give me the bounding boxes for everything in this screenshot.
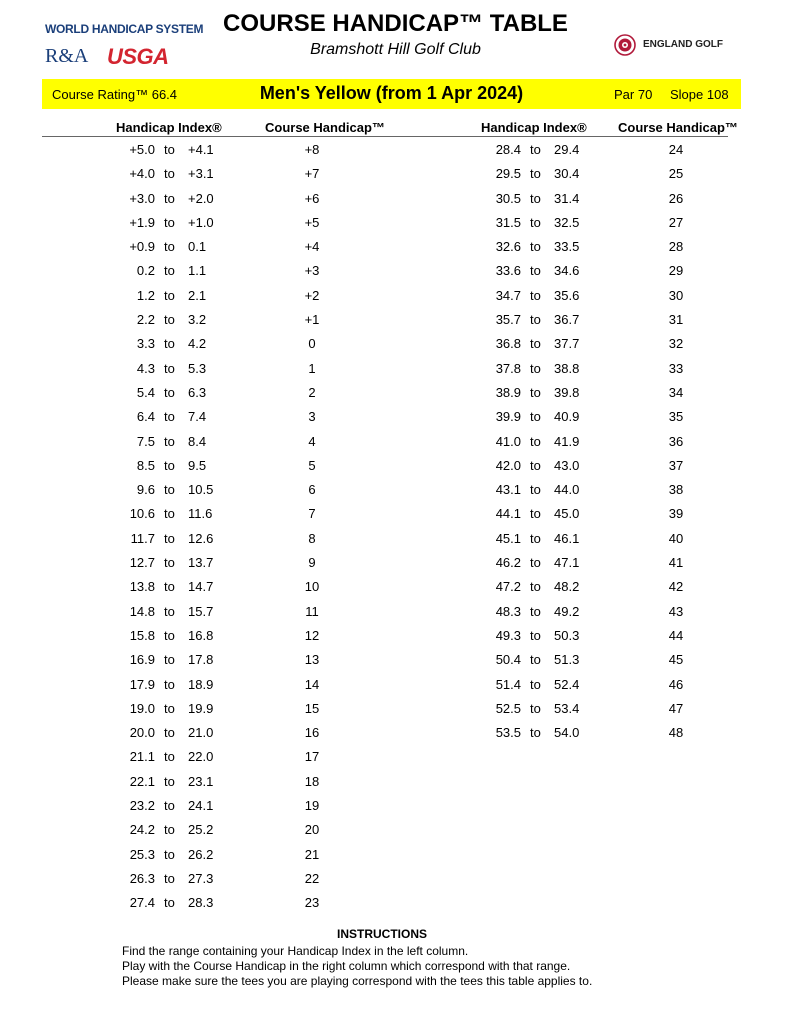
index-to: 46.1 [554,530,580,546]
index-to: 40.9 [554,409,580,425]
course-handicap: +3 [304,263,320,279]
range-to: to [164,822,175,838]
index-from: 28.4 [495,142,521,157]
index-from: 8.5 [136,457,155,473]
course-handicap: 6 [308,482,316,498]
course-handicap: 11 [305,603,319,619]
range-to: to [530,384,541,400]
index-from: 41.0 [495,433,521,449]
index-to: 9.5 [188,457,207,473]
index-from: 24.2 [129,822,155,838]
range-to: to [164,530,175,546]
range-to: to [530,360,541,376]
course-handicap: 14 [304,676,320,692]
index-from: +5.0 [129,142,155,157]
range-to: to [530,457,541,473]
index-to: 32.5 [554,214,580,230]
course-handicap: 16 [304,725,320,741]
course-handicap: 8 [308,530,316,546]
range-to: to [530,482,541,498]
instructions-heading: INSTRUCTIONS [337,927,427,941]
range-to: to [530,263,541,279]
index-from: 11.7 [130,530,155,546]
index-to: 10.5 [188,482,214,498]
course-handicap: 39 [668,506,684,522]
course-handicap: 44 [668,627,684,643]
index-from: 53.5 [495,725,521,741]
index-from: 5.4 [136,384,155,400]
index-from: 51.4 [495,676,521,692]
index-to: 15.7 [188,603,214,619]
range-to: to [164,433,175,449]
course-handicap: 48 [668,725,684,741]
index-from: 35.7 [495,312,521,328]
range-to: to [530,287,541,303]
index-to: 0.1 [188,239,207,255]
course-handicap: 27 [668,214,684,230]
index-from: 48.3 [495,603,521,619]
course-handicap: 47 [668,700,684,716]
index-to: 26.2 [188,846,214,862]
range-to: to [164,336,175,352]
course-handicap: 13 [304,652,320,668]
index-to: 33.5 [554,239,580,255]
range-to: to [164,603,175,619]
range-to: to [164,166,175,182]
range-to: to [164,312,175,328]
range-to: to [530,555,541,571]
course-handicap: 46 [668,676,684,692]
index-to: 22.0 [188,749,214,765]
index-from: 23.2 [129,798,155,814]
course-handicap: 1 [308,360,316,376]
index-to: 52.4 [554,676,580,692]
index-from: 1.2 [136,287,155,303]
course-handicap: +7 [304,166,320,182]
index-to: 51.3 [554,652,580,668]
index-from: +1.9 [129,214,155,230]
index-to: 38.8 [554,360,580,376]
index-from: 44.1 [495,506,521,522]
course-handicap: 3 [308,409,316,425]
page-title: COURSE HANDICAP™ TABLE [223,10,568,37]
index-to: 39.8 [554,384,580,400]
index-from: 14.8 [129,603,155,619]
course-handicap: 30 [668,287,684,303]
index-from: 6.4 [136,409,155,425]
range-to: to [164,482,175,498]
instruction-line: Play with the Course Handicap in the right column which correspond with that range. [122,959,571,973]
range-to: to [530,433,541,449]
index-from: 29.5 [495,166,521,182]
course-handicap: 12 [304,627,320,643]
course-handicap: 15 [304,700,320,716]
range-to: to [164,214,175,230]
index-from: 30.5 [495,190,521,206]
range-to: to [530,652,541,668]
range-to: to [530,627,541,643]
index-from: 2.2 [136,312,155,328]
index-from: 37.8 [495,360,521,376]
course-handicap: 42 [668,579,684,595]
index-to: 17.8 [188,652,214,668]
course-handicap: +5 [304,214,320,230]
index-from: 46.2 [495,555,521,571]
index-to: 54.0 [554,725,580,741]
range-to: to [164,409,175,425]
index-to: 25.2 [188,822,214,838]
index-to: 5.3 [188,360,207,376]
index-from: +4.0 [129,166,155,182]
index-from: 26.3 [129,870,155,886]
index-to: 16.8 [188,627,214,643]
index-from: 10.6 [129,506,155,522]
tee-banner [42,79,741,109]
range-to: to [164,555,175,571]
range-to: to [530,603,541,619]
range-to: to [164,506,175,522]
range-to: to [164,142,175,157]
course-handicap: 2 [308,384,316,400]
index-to: 12.6 [188,530,214,546]
course-handicap: 41 [668,555,684,571]
index-from: 39.9 [495,409,521,425]
range-to: to [530,142,541,157]
course-rating: Course Rating™ 66.4 [52,87,178,102]
course-handicap: 9 [308,555,316,571]
index-from: 3.3 [136,336,155,352]
course-handicap: 23 [304,895,320,911]
index-to: 44.0 [554,482,580,498]
instruction-line: Please make sure the tees you are playing correspond with the tees this table applies to. [122,974,593,988]
index-to: 34.6 [554,263,580,279]
range-to: to [164,360,175,376]
index-to: 53.4 [554,700,580,716]
index-to: 29.4 [554,142,580,157]
range-to: to [530,336,541,352]
range-to: to [164,627,175,643]
range-to: to [530,190,541,206]
course-handicap: +8 [304,142,320,157]
index-to: 18.9 [188,676,214,692]
index-to: 8.4 [188,433,207,449]
range-to: to [164,700,175,716]
range-to: to [530,530,541,546]
header-course-handicap-left: Course Handicap™ [265,120,385,135]
randa-logo-text: R&A [45,45,89,67]
club-name: Bramshott Hill Golf Club [310,41,481,58]
range-to: to [530,214,541,230]
course-handicap: 24 [668,142,684,157]
index-from: 21.1 [129,749,155,765]
course-handicap: +1 [304,312,320,328]
range-to: to [164,190,175,206]
index-to: 45.0 [554,506,580,522]
range-to: to [530,676,541,692]
index-to: +2.0 [188,190,214,206]
index-to: 1.1 [188,263,207,279]
course-handicap: 17 [304,749,320,765]
course-handicap: 0 [308,336,316,352]
index-from: 0.2 [136,263,155,279]
range-to: to [164,287,175,303]
index-from: 34.7 [495,287,521,303]
index-to: 48.2 [554,579,580,595]
index-to: 21.0 [188,725,214,741]
index-to: 49.2 [554,603,580,619]
index-from: 4.3 [136,360,155,376]
index-from: 47.2 [495,579,521,595]
course-handicap: 31 [668,312,684,328]
range-to: to [530,700,541,716]
index-to: +1.0 [188,214,214,230]
range-to: to [164,263,175,279]
range-to: to [530,725,541,741]
course-handicap: 43 [668,603,684,619]
range-to: to [530,506,541,522]
index-from: 50.4 [495,652,521,668]
index-to: 19.9 [188,700,214,716]
index-to: 36.7 [554,312,580,328]
header-course-handicap-right: Course Handicap™ [618,120,738,135]
index-to: 47.1 [554,555,580,571]
course-handicap: 29 [668,263,684,279]
index-to: 2.1 [188,287,207,303]
index-from: 27.4 [129,895,155,911]
index-to: 31.4 [554,190,580,206]
range-to: to [164,895,175,911]
range-to: to [164,579,175,595]
instruction-line: Find the range containing your Handicap Index in the left column. [122,944,469,958]
index-from: 13.8 [129,579,155,595]
index-from: 38.9 [495,384,521,400]
range-to: to [530,409,541,425]
course-handicap: 22 [304,870,320,886]
index-to: 27.3 [188,870,214,886]
index-to: 7.4 [188,409,207,425]
index-from: 9.6 [136,482,155,498]
index-to: 28.3 [188,895,214,911]
index-from: 52.5 [495,700,521,716]
header-handicap-index-right: Handicap Index® [481,120,587,135]
range-to: to [164,846,175,862]
course-handicap: 36 [668,433,684,449]
rose-emblem-icon [614,34,636,56]
index-from: +3.0 [129,190,155,206]
course-handicap: +6 [304,190,320,206]
course-handicap: +4 [304,239,320,255]
index-from: +0.9 [129,239,155,255]
course-handicap: 37 [668,457,684,473]
course-handicap: 34 [668,384,684,400]
index-from: 20.0 [129,725,155,741]
range-to: to [530,166,541,182]
course-handicap: 21 [304,846,320,862]
course-handicap: 35 [668,409,684,425]
range-to: to [164,652,175,668]
index-from: 33.6 [495,263,521,279]
range-to: to [164,870,175,886]
index-to: 30.4 [554,166,580,182]
par-value: Par 70 [614,87,653,102]
index-from: 12.7 [129,555,155,571]
index-from: 36.8 [495,336,521,352]
range-to: to [164,384,175,400]
index-from: 22.1 [129,773,155,789]
index-from: 16.9 [129,652,155,668]
range-to: to [164,773,175,789]
index-to: 6.3 [188,384,207,400]
range-to: to [164,798,175,814]
range-to: to [530,239,541,255]
range-to: to [164,239,175,255]
index-to: 41.9 [554,433,580,449]
index-from: 25.3 [129,846,155,862]
course-handicap: 19 [304,798,320,814]
range-to: to [530,312,541,328]
course-handicap: 4 [308,433,316,449]
index-from: 42.0 [495,457,521,473]
index-from: 45.1 [495,530,521,546]
index-to: 43.0 [554,457,580,473]
index-to: 4.2 [188,336,207,352]
course-handicap: 5 [308,457,316,473]
index-from: 31.5 [495,214,521,230]
range-to: to [164,676,175,692]
course-handicap: 10 [304,579,320,595]
range-to: to [530,579,541,595]
range-to: to [164,725,175,741]
index-to: +3.1 [188,166,214,182]
index-to: +4.1 [188,142,214,157]
course-handicap: 7 [308,506,316,522]
course-handicap: 26 [668,190,684,206]
index-from: 7.5 [136,433,155,449]
slope-value: Slope 108 [670,87,729,102]
index-from: 32.6 [495,239,521,255]
index-from: 49.3 [495,627,521,643]
index-to: 50.3 [554,627,580,643]
index-to: 3.2 [188,312,207,328]
header-handicap-index-left: Handicap Index® [116,120,222,135]
index-to: 35.6 [554,287,580,303]
course-handicap: 38 [668,482,684,498]
whs-logo-text: WORLD HANDICAP SYSTEM [45,22,204,36]
index-from: 19.0 [129,700,155,716]
index-to: 11.6 [188,506,213,522]
instructions-block [122,927,722,989]
index-to: 23.1 [188,773,214,789]
index-from: 15.8 [129,627,155,643]
index-to: 14.7 [188,579,214,595]
range-to: to [164,749,175,765]
course-handicap: 28 [668,239,684,255]
tee-name: Men's Yellow (from 1 Apr 2024) [259,83,524,103]
index-from: 17.9 [129,676,155,692]
usga-logo-text: USGA [107,44,169,69]
england-golf-text: ENGLAND GOLF [643,39,723,50]
index-from: 43.1 [495,482,521,498]
course-handicap: 40 [668,530,684,546]
header-divider [42,136,728,137]
course-handicap: 33 [668,360,684,376]
course-handicap: 20 [304,822,320,838]
course-handicap: 45 [668,652,684,668]
course-handicap: 25 [668,166,684,182]
range-to: to [164,457,175,473]
index-to: 37.7 [554,336,580,352]
course-handicap: +2 [304,287,320,303]
index-to: 13.7 [188,555,214,571]
index-to: 24.1 [188,798,214,814]
course-handicap: 32 [668,336,684,352]
course-handicap: 18 [304,773,320,789]
